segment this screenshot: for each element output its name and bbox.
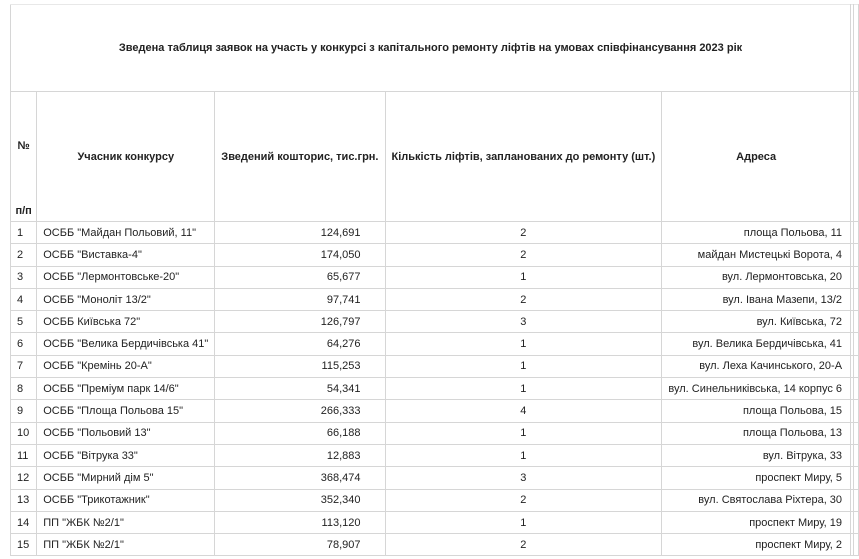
title-row [11, 5, 859, 92]
budget-cell[interactable]: 66,188 [215, 422, 385, 444]
lifts-cell[interactable]: 2 [385, 534, 662, 556]
table-row [11, 534, 859, 556]
row-number[interactable]: 5 [11, 311, 37, 333]
participant-cell[interactable]: ОСББ "Вітрука 33" [37, 444, 215, 466]
address-cell[interactable]: вул. Синельниківська, 14 корпус 6 [662, 378, 851, 400]
lifts-cell[interactable]: 4 [385, 400, 662, 422]
empty-cell[interactable] [854, 266, 859, 288]
header-num [11, 92, 37, 222]
budget-cell[interactable]: 65,677 [215, 266, 385, 288]
address-cell[interactable]: вул. Лермонтовська, 20 [662, 266, 851, 288]
participant-cell[interactable]: ОСББ "Виставка-4" [37, 244, 215, 266]
row-number[interactable]: 9 [11, 400, 37, 422]
budget-cell[interactable]: 12,883 [215, 444, 385, 466]
empty-cell[interactable] [854, 288, 859, 310]
row-number[interactable]: 12 [11, 467, 37, 489]
table-row [11, 222, 859, 244]
budget-cell[interactable]: 54,341 [215, 378, 385, 400]
lifts-cell[interactable]: 1 [385, 378, 662, 400]
participant-cell[interactable]: ПП "ЖБК №2/1" [37, 534, 215, 556]
row-number[interactable]: 4 [11, 288, 37, 310]
table-row [11, 288, 859, 310]
row-number[interactable]: 1 [11, 222, 37, 244]
address-cell[interactable]: вул. Івана Мазепи, 13/2 [662, 288, 851, 310]
row-number[interactable]: 3 [11, 266, 37, 288]
address-cell[interactable]: проспект Миру, 5 [662, 467, 851, 489]
lifts-cell[interactable]: 1 [385, 511, 662, 533]
table-row [11, 511, 859, 533]
empty-cell[interactable] [854, 311, 859, 333]
budget-cell[interactable]: 266,333 [215, 400, 385, 422]
address-cell[interactable]: вул. Леха Качинського, 20-А [662, 355, 851, 377]
table-row [11, 467, 859, 489]
table-row [11, 333, 859, 355]
table-row [11, 378, 859, 400]
address-cell[interactable]: проспект Миру, 2 [662, 534, 851, 556]
budget-cell[interactable]: 113,120 [215, 511, 385, 533]
budget-cell[interactable]: 126,797 [215, 311, 385, 333]
row-number[interactable]: 7 [11, 355, 37, 377]
empty-cell[interactable] [854, 378, 859, 400]
row-number[interactable]: 6 [11, 333, 37, 355]
budget-cell[interactable]: 174,050 [215, 244, 385, 266]
address-cell[interactable]: вул. Святослава Ріхтера, 30 [662, 489, 851, 511]
participant-cell[interactable]: ОСББ "Моноліт 13/2" [37, 288, 215, 310]
table-row [11, 244, 859, 266]
lifts-cell[interactable]: 1 [385, 422, 662, 444]
budget-cell[interactable]: 124,691 [215, 222, 385, 244]
row-number[interactable]: 13 [11, 489, 37, 511]
participant-cell[interactable]: ОСББ "Велика Бердичівська 41" [37, 333, 215, 355]
row-number[interactable]: 15 [11, 534, 37, 556]
address-cell[interactable]: площа Польова, 13 [662, 422, 851, 444]
participant-cell[interactable]: ОСББ Київська 72" [37, 311, 215, 333]
empty-cell[interactable] [854, 511, 859, 533]
table-row [11, 266, 859, 288]
budget-cell[interactable]: 352,340 [215, 489, 385, 511]
table-row [11, 400, 859, 422]
row-number[interactable]: 2 [11, 244, 37, 266]
budget-cell[interactable]: 64,276 [215, 333, 385, 355]
participant-cell[interactable]: ОСББ "Трикотажник" [37, 489, 215, 511]
row-number[interactable]: 14 [11, 511, 37, 533]
address-cell[interactable]: вул. Велика Бердичівська, 41 [662, 333, 851, 355]
lifts-cell[interactable]: 2 [385, 288, 662, 310]
empty-cell[interactable] [854, 400, 859, 422]
empty-cell[interactable] [854, 422, 859, 444]
participant-cell[interactable]: ОСББ "Лермонтовське-20" [37, 266, 215, 288]
empty-cell[interactable] [854, 444, 859, 466]
participant-cell[interactable]: ОСББ "Кремінь 20-А" [37, 355, 215, 377]
header-budget: Зведений кошторис, тис.грн. [215, 92, 385, 222]
header-address: Адреса [662, 92, 851, 222]
participant-cell[interactable]: ОСББ "Площа Польова 15" [37, 400, 215, 422]
budget-cell[interactable]: 368,474 [215, 467, 385, 489]
address-cell[interactable]: проспект Миру, 19 [662, 511, 851, 533]
address-cell[interactable]: майдан Мистецькі Ворота, 4 [662, 244, 851, 266]
table-row [11, 311, 859, 333]
lifts-cell[interactable]: 3 [385, 311, 662, 333]
row-number[interactable]: 8 [11, 378, 37, 400]
lifts-cell[interactable]: 2 [385, 489, 662, 511]
empty-cell[interactable] [854, 355, 859, 377]
header-num-label: п/п [15, 205, 32, 217]
address-cell[interactable]: вул. Київська, 72 [662, 311, 851, 333]
participant-cell[interactable]: ОСББ "Преміум парк 14/6" [37, 378, 215, 400]
header-row [11, 92, 859, 222]
lifts-cell[interactable]: 1 [385, 444, 662, 466]
header-num-symbol: № [17, 140, 30, 152]
empty-cell[interactable] [854, 92, 859, 222]
empty-cell[interactable] [854, 534, 859, 556]
empty-cell[interactable] [854, 489, 859, 511]
empty-cell[interactable] [854, 333, 859, 355]
lifts-cell[interactable]: 1 [385, 266, 662, 288]
applications-table [10, 4, 859, 556]
budget-cell[interactable]: 97,741 [215, 288, 385, 310]
lifts-cell[interactable]: 1 [385, 355, 662, 377]
lifts-cell[interactable]: 3 [385, 467, 662, 489]
empty-cell[interactable] [854, 467, 859, 489]
participant-cell[interactable]: ОСББ "Польовий 13" [37, 422, 215, 444]
table-row [11, 422, 859, 444]
participant-cell[interactable]: ОСББ "Майдан Польовий, 11" [37, 222, 215, 244]
header-participant: Учасник конкурсу [37, 92, 215, 222]
empty-cell[interactable] [854, 5, 859, 92]
lifts-cell[interactable]: 1 [385, 333, 662, 355]
lifts-cell[interactable]: 2 [385, 222, 662, 244]
header-lifts: Кількість ліфтів, запланованих до ремонту (шт.) [385, 92, 662, 222]
empty-cell[interactable] [854, 244, 859, 266]
lifts-cell[interactable]: 2 [385, 244, 662, 266]
participant-cell[interactable]: ПП "ЖБК №2/1" [37, 511, 215, 533]
table-row [11, 444, 859, 466]
table-title: Зведена таблиця заявок на участь у конкурсі з капітального ремонту ліфтів на умовах співфінансування 2023 рік [11, 5, 851, 92]
address-cell[interactable]: площа Польова, 11 [662, 222, 851, 244]
row-number[interactable]: 11 [11, 444, 37, 466]
participant-cell[interactable]: ОСББ "Мирний дім 5" [37, 467, 215, 489]
table-row [11, 489, 859, 511]
budget-cell[interactable]: 115,253 [215, 355, 385, 377]
address-cell[interactable]: площа Польова, 15 [662, 400, 851, 422]
address-cell[interactable]: вул. Вітрука, 33 [662, 444, 851, 466]
empty-cell[interactable] [854, 222, 859, 244]
row-number[interactable]: 10 [11, 422, 37, 444]
budget-cell[interactable]: 78,907 [215, 534, 385, 556]
table-row [11, 355, 859, 377]
